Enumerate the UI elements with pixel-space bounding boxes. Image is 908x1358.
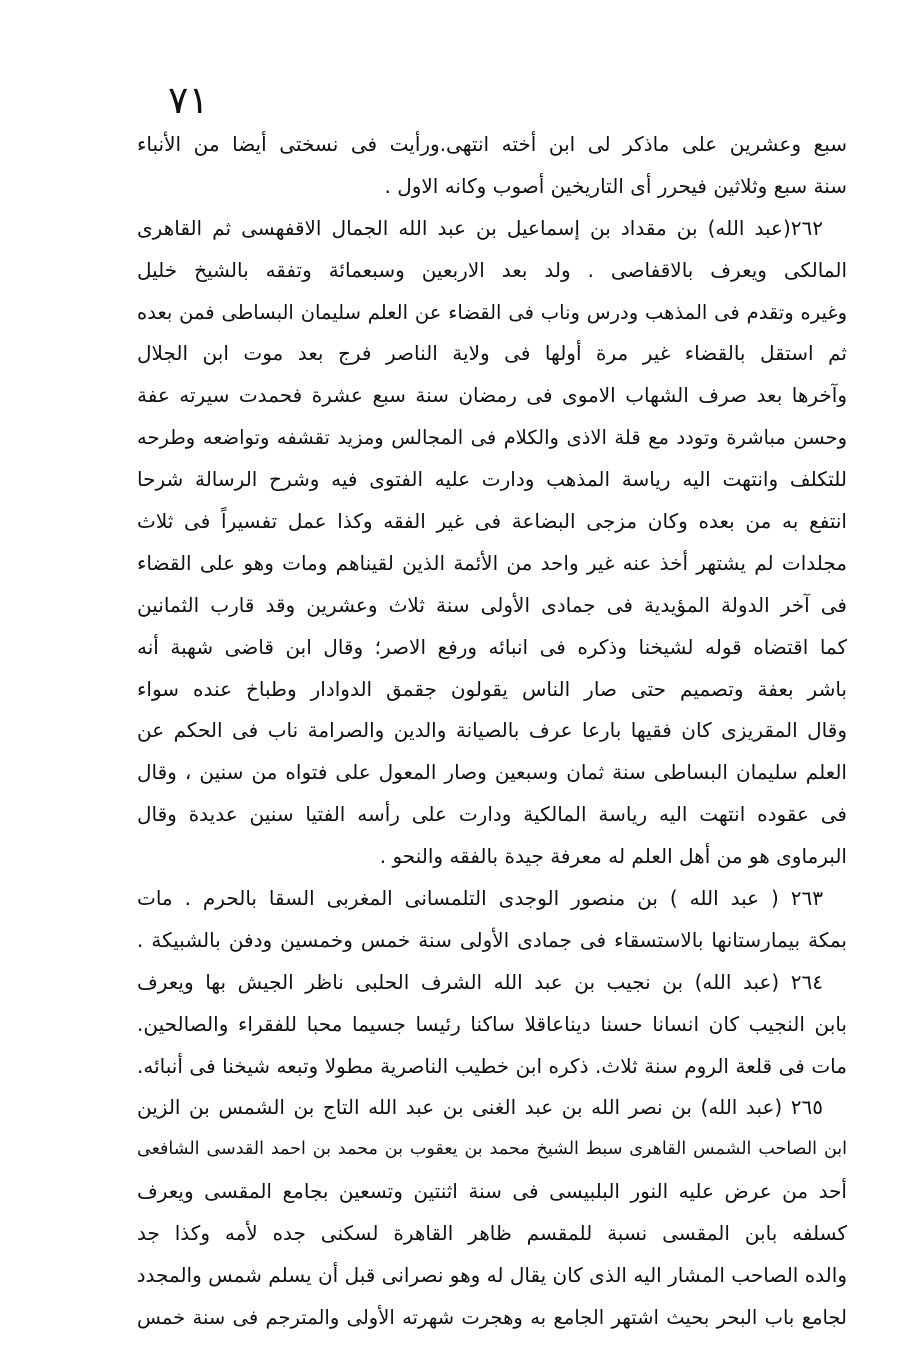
text-line: وقال المقريزى كان فقيها بارعا عرف بالصيانة والدين والصرامة ناب فى الحكم عن (137, 718, 847, 743)
text-line: سبع وعشرين على ماذكر لى ابن أخته انتهى.ورأيت فى نسختى أيضا من الأنباء (137, 132, 847, 156)
text-line: أحد من عرض عليه النور البلبيسى فى سنة اثنتين وتسعين بجامع المقسى ويعرف (137, 1179, 847, 1204)
entry-263-heading: ٢٦٣ ( عبد الله ) بن منصور الوجدى التلمسانى المغربى السقا بالحرم . مات (137, 886, 823, 911)
text-line: كسلفه بابن المقسى نسبة للمقسم ظاهر القاهرة لسكنى جده لأمه وكذا جد (137, 1221, 847, 1246)
entry-262-heading: ٢٦٢(عبد الله) بن مقداد بن إسماعيل بن عبد الله الجمال الاقفهسى ثم القاهرى (137, 215, 823, 240)
text-line: العلم سليمان البساطى سنة ثمان وسبعين وصار المعول على فتواه من سنين ، وقال (137, 760, 847, 785)
text-line: مجلدات لم يشتهر أخذ عنه غير واحد من الأئمة الذين لقيناهم ومات وهو على القضاء (137, 550, 847, 575)
text-line: مات فى قلعة الروم سنة ثلاث. ذكره ابن خطيب الناصرية مطولا وتبعه شيخنا فى أنبائه. (137, 1053, 847, 1078)
text-line: ابن الصاحب الشمس القاهرى سبط الشيخ محمد بن يعقوب بن محمد بن احمد القدسى الشافعى (137, 1139, 847, 1160)
page-number: ٧١ (168, 78, 209, 122)
text-line: فى آخر الدولة المؤيدية فى جمادى الأولى سنة ثلاث وعشرين وقد قارب الثمانين (137, 592, 847, 617)
text-line: كما اقتضاه قوله لشيخنا وذكره فى انبائه ورفع الاصر؛ وقال ابن قاضى شهبة أنه (137, 634, 847, 659)
text-line: وغيره وتقدم فى المذهب ودرس وناب فى القضاء عن العلم سليمان البساطى فمن بعده (137, 300, 847, 324)
entry-264-heading: ٢٦٤ (عبد الله) بن نجيب بن عبد الله الشرف الحلبى ناظر الجيش بها ويعرف (137, 969, 823, 994)
text-line: باشر بعفة وتصميم حتى صار الناس يقولون جقمق الدوادار وطباخ عنده سواء (137, 676, 847, 701)
text-line: وحسن مباشرة وتودد مع قلة الاذى والكلام فى المجالس ومزيد تقشفه وتواضعه وطرحه (137, 426, 847, 450)
text-line: انتفع به من بعده وكان مزجى البضاعة فى غير الفقه وكذا عمل تفسيراً فى ثلاث (137, 509, 847, 534)
text-line: بمكة بيمارستانها بالاستسقاء فى جمادى الأولى سنة خمس وخمسين ودفن بالشبيكة . (137, 927, 847, 952)
text-line: بابن النجيب كان انسانا حسنا ديناعاقلا ساكنا رئيسا جسيما محبا للفقراء والصالحين. (137, 1011, 847, 1036)
text-line: وآخرها بعد صرف الشهاب الاموى فى رمضان سنة سبع عشرة فحمدت سيرته عفة (137, 383, 847, 408)
text-line: لجامع باب البحر بحيث اشتهر الجامع به وهجرت شهرته الأولى والمترجم فى سنة خمس (137, 1305, 847, 1329)
text-line: المالكى ويعرف بالاقفاصى . ولد بعد الاربعين وسبعمائة وتفقه بالشيخ خليل (137, 257, 847, 282)
text-line: والده الصاحب المشار اليه الذى كان يقال له وهو نصرانى قبل أن يسلم شمس والمجدد (137, 1263, 847, 1288)
text-line: ثم استقل بالقضاء غير مرة أولها فى ولاية الناصر فرج بعد موت ابن الجلال (137, 341, 847, 366)
text-line: البرماوى هو من أهل العلم له معرفة جيدة بالفقه والنحو . (379, 844, 847, 869)
entry-265-heading: ٢٦٥ (عبد الله) بن نصر الله بن عبد الغنى بن عبد الله التاج بن الشمس بن الزين (137, 1095, 823, 1120)
text-line: سنة سبع وثلاثين فيحرر أى التاريخين أصوب وكانه الاول . (384, 173, 847, 198)
text-line: فى عقوده انتهت اليه رياسة المالكية ودارت على رأسه الفتيا سنين عديدة وقال (137, 802, 847, 827)
body-text (137, 124, 847, 1339)
text-line: للتكلف وانتهت اليه رياسة المذهب ودارت عليه الفتوى فيه وشرح الرسالة شرحا (137, 467, 847, 492)
